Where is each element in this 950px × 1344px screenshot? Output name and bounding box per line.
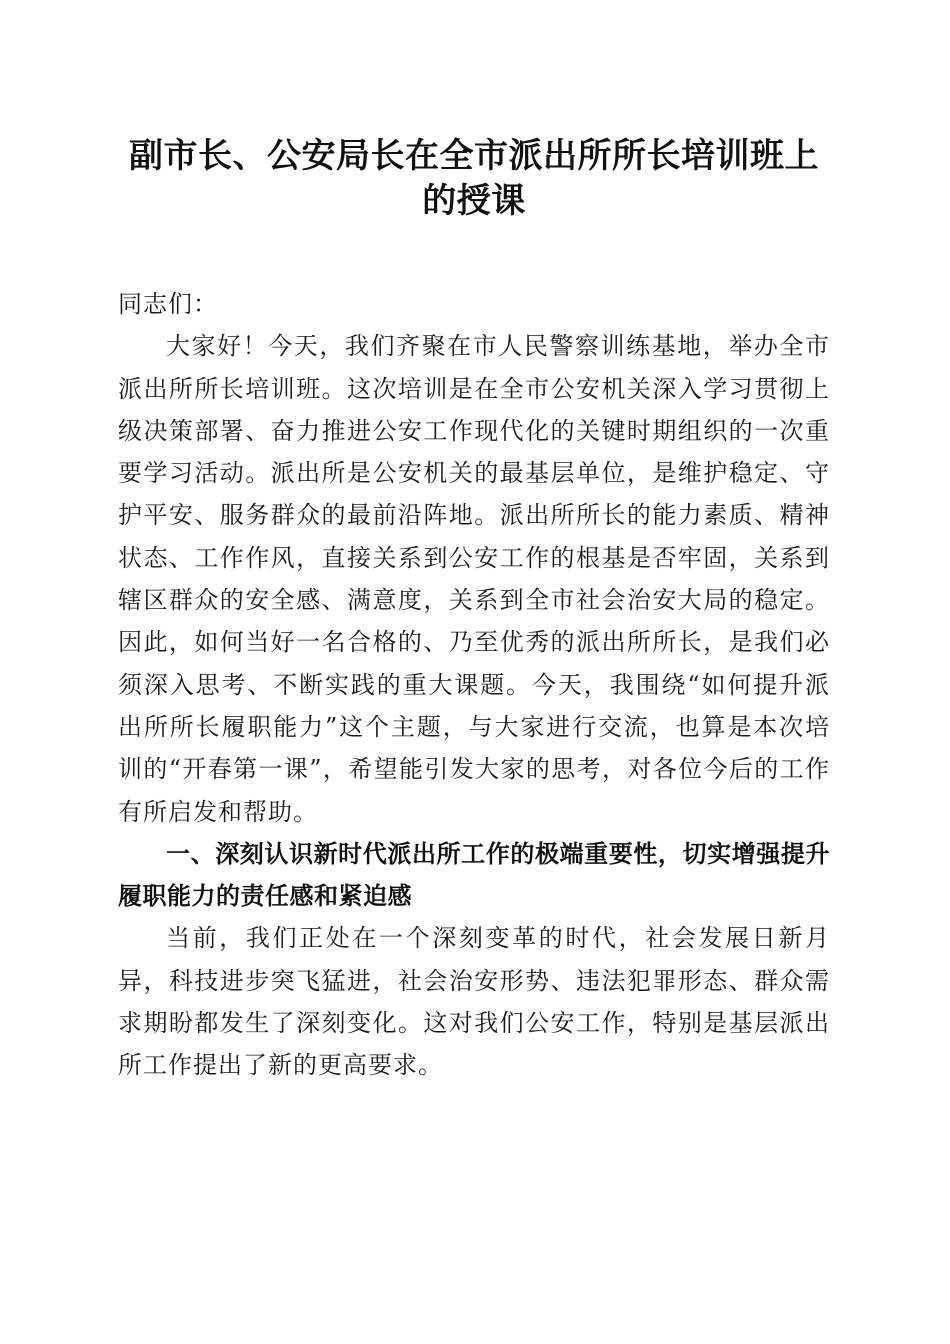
salutation: 同志们： bbox=[118, 290, 218, 318]
title-line-2: 的授课 bbox=[422, 181, 526, 221]
paragraph-intro: 大家好！今天，我们齐聚在市人民警察训练基地，举办全市派出所所长培训班。这次培训是在全市公安机关深入学习贯彻上级决策部署、奋力推进公安工作现代化的关键时期组织的一次重要学习活动。派出所是公安机关的最基层单位，是维护稳定、守护平安、服务群众的最前沿阵地。派出所所长的能力素质、精神状态、工作作风，直接关系到公安工作的根基是否牢固，关系到辖区群众的安全感、满意度，关系到全市社会治安大局的稳定。因此，如何当好一名合格的、乃至优秀的派出所所长，是我们必须深入思考、不断实践的重大课题。今天，我围绕“如何提升派出所所长履职能力”这个主题，与大家进行交流，也算是本次培训的“开春第一课”，希望能引发大家的思考，对各位今后的工作有所启发和帮助。 bbox=[118, 332, 830, 826]
section-heading-1: 一、深刻认识新时代派出所工作的极端重要性，切实增强提升履职能力的责任感和紧迫感 bbox=[118, 839, 830, 911]
document-title bbox=[118, 134, 830, 224]
document-page bbox=[118, 0, 830, 1087]
title-line-1: 副市长、公安局长在全市派出所所长培训班上 bbox=[129, 136, 819, 176]
paragraph-section-1: 当前，我们正处在一个深刻变革的时代，社会发展日新月异，科技进步突飞猛进，社会治安形势、违法犯罪形态、群众需求期盼都发生了深刻变化。这对我们公安工作，特别是基层派出所工作提出了新的更高要求。 bbox=[118, 924, 830, 1080]
